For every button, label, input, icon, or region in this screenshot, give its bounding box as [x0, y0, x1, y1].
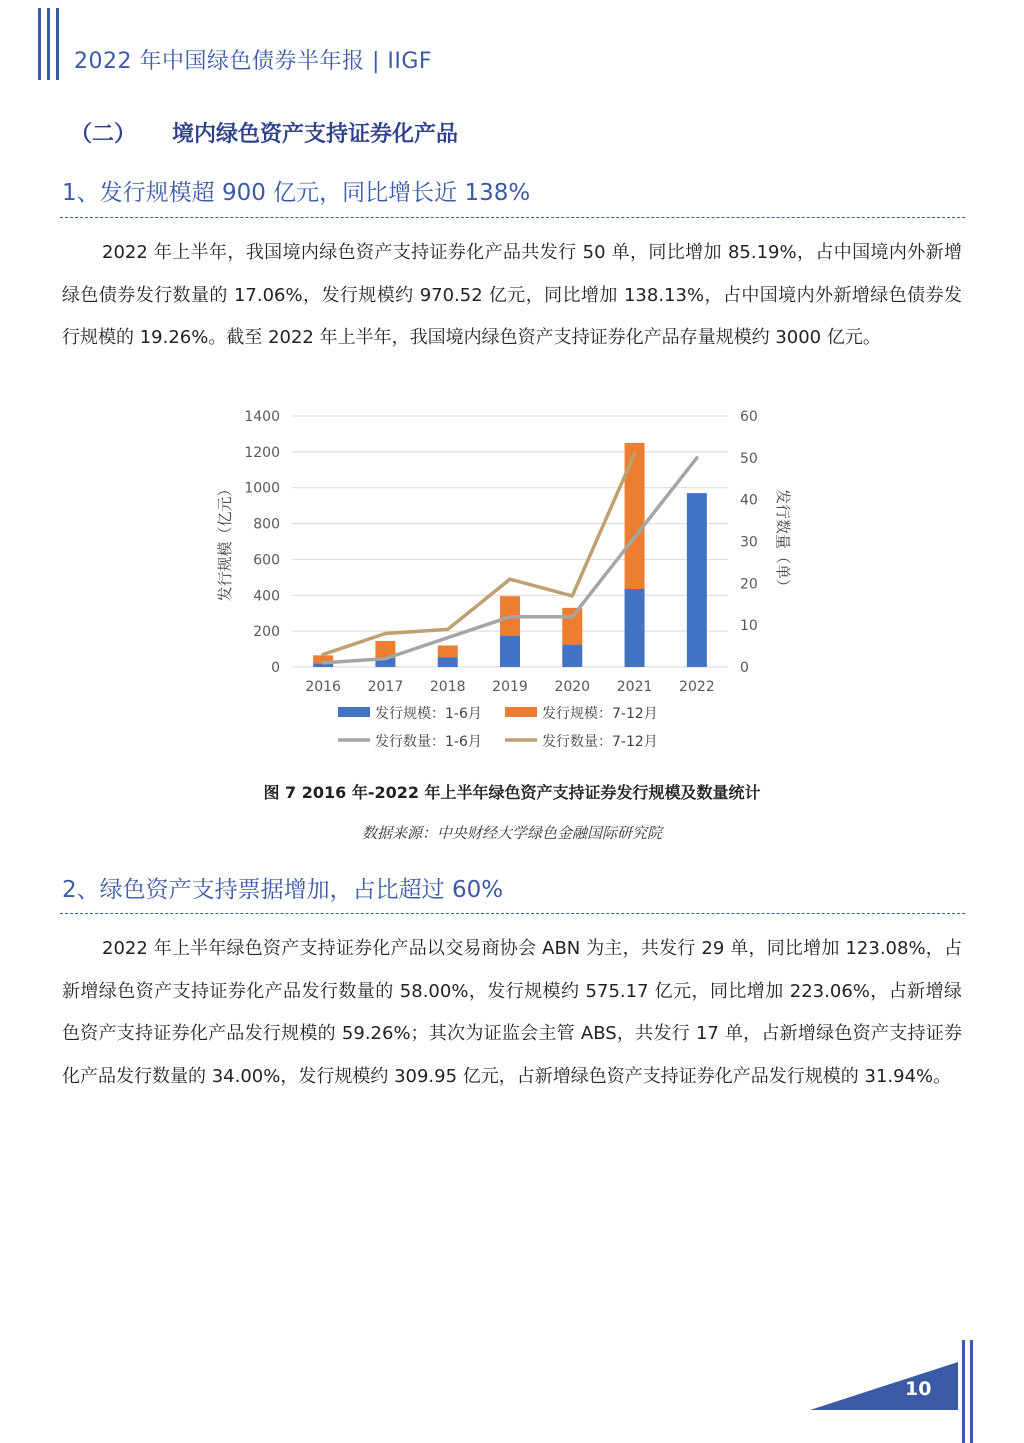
- y-tick-label: 400: [253, 588, 280, 605]
- subsection-1-title: 1、发行规模超 900 亿元，同比增长近 138%: [62, 180, 531, 206]
- y2-tick-label: 60: [740, 409, 758, 425]
- y-tick-label: 1200: [244, 444, 280, 461]
- y2-tick-label: 30: [740, 534, 758, 551]
- y-tick-label: 0: [271, 660, 280, 676]
- header-title: 2022 年中国绿色债券半年报 | IIGF: [74, 49, 433, 74]
- y2-tick-label: 50: [740, 450, 758, 467]
- x-tick-label: 2021: [616, 679, 653, 695]
- legend-label: 发行规模：1-6月: [375, 706, 482, 722]
- y-tick-label: 1400: [244, 409, 280, 425]
- y2-tick-label: 10: [740, 618, 758, 635]
- page-number: 10: [905, 1378, 932, 1400]
- y2-tick-label: 40: [740, 492, 758, 509]
- x-tick-label: 2018: [429, 679, 466, 695]
- subsection-2-title: 2、绿色资产支持票据增加，占比超过 60%: [62, 877, 504, 903]
- y-axis-label: 发行规模（亿元）: [216, 481, 234, 602]
- paragraph-2-text: 2022 年上半年绿色资产支持证券化产品以交易商协会 ABN 为主，共发行 29 单，同比增加 123.08%，占新增绿色资产支持证券化产品发行数量的 58.00%，发行规模约 575.17 亿元，同比增加 223.06%，占新增绿色资产支持证券化产品发行规模的 59.26%；其次为证监会主管 ABS，共发行 17 单，占新增绿色资产支持证券化产品发行数量的 34.00%，发行规模约 309.95 亿元，占新增绿色资产支持证券化产品发行规模的 31.94%。: [62, 938, 962, 1087]
- legend-label: 发行数量：1-6月: [375, 734, 482, 750]
- y2-tick-label: 0: [740, 660, 749, 676]
- figure-source: 数据来源：中央财经大学绿色金融国际研究院: [361, 824, 662, 842]
- y-tick-label: 600: [253, 552, 280, 569]
- y-tick-label: 200: [253, 624, 280, 641]
- x-tick-label: 2020: [554, 679, 591, 695]
- page-number-triangle: [810, 1362, 958, 1410]
- paragraph-1-text: 2022 年上半年，我国境内绿色资产支持证券化产品共发行 50 单，同比增加 85.19%，占中国境内外新增绿色债券发行数量的 17.06%，发行规模约 970.52 亿元，同比增加 138.13%，占中国境内外新增绿色债券发行规模的 19.26%。截至 2022 年上半年，我国境内绿色资产支持证券化产品存量规模约 3000 亿元。: [62, 242, 962, 348]
- y-tick-label: 800: [253, 516, 280, 533]
- legend-label: 发行规模：7-12月: [542, 706, 658, 722]
- x-tick-label: 2017: [367, 679, 404, 695]
- y2-tick-label: 20: [740, 576, 758, 593]
- x-tick-label: 2016: [305, 679, 341, 695]
- y-tick-label: 1000: [244, 480, 280, 497]
- y2-axis-label: 发行数量（单）: [774, 488, 792, 595]
- x-tick-label: 2019: [492, 679, 528, 695]
- legend-label: 发行数量：7-12月: [542, 734, 658, 750]
- section-title: 境内绿色资产支持证券化产品: [172, 122, 459, 147]
- section-number: （二）: [70, 122, 137, 147]
- x-tick-label: 2022: [679, 679, 715, 695]
- figure-caption: 图 7 2016 年-2022 年上半年绿色资产支持证券发行规模及数量统计: [263, 783, 761, 802]
